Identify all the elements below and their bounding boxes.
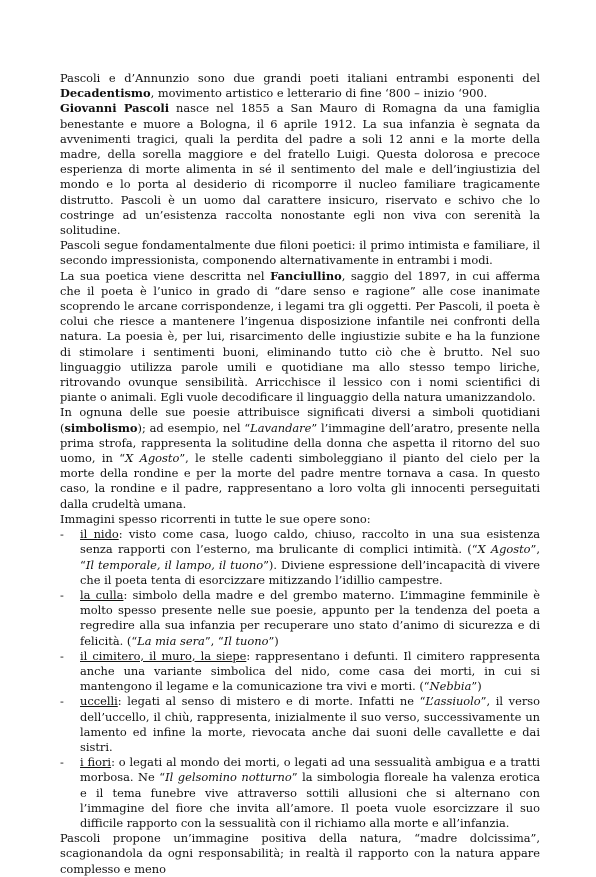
list-title: Il temporale, il lampo, il tuono: [85, 557, 264, 572]
paragraph-biography: [60, 101, 540, 238]
list-term: il nido: [80, 527, 119, 542]
list-dash: -: [60, 648, 64, 663]
symbolism-text-e: ” l’immagine dell’aratro, presente nella prima strofa, rappresenta la solitudine della donna che aspetta il ritorno del suo uomo, in “: [60, 420, 540, 466]
list-dash: -: [60, 694, 64, 709]
paragraph-intro: [60, 71, 540, 101]
biography-text: nasce nel 1855 a San Mauro di Romagna da una famiglia benestante e muore a Bologna, il 6 aprile 1912. La sua infanzia è segnata da avvenimenti tragici, quali la perdita del padre a soli 12 anni e la morte della madre, della sorella maggiore e del fratello Luigi. Questa dolorosa e precoce esperienza di morte alimenta in sé il sentimento del male e dell’ingiustizia del mondo e lo porta al desiderio di ricomporre il nucleo familiare tragicamente distrutto. Pascoli è un uomo dal carattere insicuro, riservato e schivo che lo costringe ad un’esistenza raccolta nonostante egli non viva con serenità la solitudine.: [60, 101, 540, 238]
paragraph-poetic-lines: Pascoli segue fondamentalmente due filoni poetici: il primo intimista e familiare, il secondo impressionista, componendo alternativamente in entrambi i modi.: [60, 238, 540, 268]
symbolism-text-g: ”, le stelle cadenti simboleggiano il pianto del cielo per la morte della rondine e per la morte del padre mentre tornava a casa. In questo caso, la rondine e il padre, rappresentano a loro volta gli innocenti perseguitati dalla crudeltà umana.: [60, 451, 540, 511]
poetics-text: La sua poetica viene descritta nel: [60, 268, 271, 283]
intro-text-end: , movimento artistico e letterario di fine ‘800 – inizio ‘900.: [150, 86, 488, 101]
term-fanciullino: Fanciullino: [270, 268, 342, 283]
list-text: : visto come casa, luogo caldo, chiuso, raccolto in una sua esistenza senza rapporti con l’esterno, ma brulicante di complici intimità. (“: [80, 527, 540, 557]
list-text: ”, “: [80, 542, 540, 572]
list-title: Il tuono: [223, 633, 269, 648]
list-text: : o legati al mondo dei morti, o legati ad una sessualità ambigua e a tratti morbosa. Ne “: [80, 755, 540, 785]
document-body: [60, 71, 540, 877]
list-term: la culla: [80, 587, 124, 602]
term-decadentismo: Decadentismo: [60, 86, 151, 101]
list-text: : simbolo della madre e del grembo materno. L’immagine femminile è molto spesso presente nelle sue poesie, appunto per la tendenza del poeta a regredire alla sua infanzia per recuperare uno stato d’animo di sicurezza e di felicità. (“: [80, 587, 540, 648]
list-term: i fiori: [80, 755, 112, 770]
list-text: ” la simbologia floreale ha valenza erotica e il tema funebre vive attraverso sottili allusioni che si alternano con l’immagine del fiore che invita all’amore. Il poeta vuole esorcizzare il suo difficile rapporto con la sessualità con il richiamo alla morte e all’infanzia.: [80, 770, 540, 830]
recurring-images-list: [60, 527, 540, 831]
list-text: ”): [268, 633, 279, 648]
poetics-text-end: , saggio del 1897, in cui afferma che il poeta è l’unico in grado di “dare senso e ragione” alle cose inanimate scoprendo le arcane corrispondenze, i legami tra gli oggetti. Per Pascoli, il poeta è colui che riesce a mantenere l’ingenua disposizione infantile nei confronti della natura. La poesia è, per lui, risarcimento delle ingiustizie subite e ha la funzione di stimolare i sentimenti buoni, eliminando tutto ciò che è brutto. Nel suo linguaggio utilizza parole umili e quotidiane ma allo stesso tempo liriche, ritrovando ovunque sensibilità. Arricchisce il lessico con i nomi scientifici di piante o animali. Egli vuole decodificare il linguaggio della natura umanizzandolo.: [60, 268, 540, 405]
list-title: X Agosto: [477, 542, 531, 557]
list-dash: -: [60, 755, 64, 770]
paragraph-nature: Pascoli propone un’immagine positiva della natura, “madre dolcissima”, scagionandola da ogni responsabilità; in realtà il rapporto con la natura appare complesso e meno: [60, 831, 540, 876]
list-dash: -: [60, 587, 64, 602]
list-text: ”): [471, 679, 482, 694]
list-title: Il gelsomino notturno: [165, 770, 292, 785]
paragraph-symbolism: [60, 405, 540, 511]
list-item-uccelli: [60, 694, 540, 755]
list-text: : legati al senso di mistero e di morte. Infatti ne “: [117, 694, 426, 709]
list-title: L’assiuolo: [425, 694, 481, 709]
list-term: uccelli: [80, 694, 118, 709]
term-simbolismo: simbolismo: [64, 420, 138, 435]
symbolism-text-c: ); ad esempio, nel “: [137, 420, 251, 435]
title-lavandare: Lavandare: [250, 420, 312, 435]
list-title: Nebbia: [429, 679, 472, 694]
list-text: : rappresentano i defunti. Il cimitero rappresenta anche una variante simbolica del nido, come casa dei morti, in cui si mantengono il legame e la comunicazione tra vivi e morti. (“: [80, 648, 540, 694]
intro-text: Pascoli e d’Annunzio sono due grandi poeti italiani entrambi esponenti del: [60, 71, 540, 85]
list-title: La mia sera: [137, 633, 205, 648]
list-item-culla: [60, 588, 540, 649]
list-item-cimitero: [60, 649, 540, 695]
list-text: ”, “: [204, 633, 224, 648]
title-x-agosto: X Agosto: [125, 451, 180, 466]
list-term: il cimitero, il muro, la siepe: [80, 648, 247, 663]
list-item-fiori: [60, 755, 540, 831]
symbolism-text-a: In ognuna delle sue poesie attribuisce significati diversi a simboli quotidiani (: [60, 405, 540, 435]
list-text: ”, il verso dell’uccello, il chiù, rappresenta, inizialmente il suo verso, successivamente un lamento ed infine la morte, rievocata anche dai suoni delle cavallette e dai sistri.: [80, 694, 540, 754]
paragraph-list-intro: Immagini spesso ricorrenti in tutte le sue opere sono:: [60, 511, 371, 526]
list-dash: -: [60, 527, 64, 542]
list-text: ”). Diviene espressione dell’incapacità di vivere che il poeta tenta di esorcizzare mitizzando l’idillio campestre.: [80, 557, 540, 587]
name-giovanni-pascoli: Giovanni Pascoli: [60, 101, 170, 116]
paragraph-poetics: [60, 269, 540, 406]
list-item-nido: [60, 527, 540, 588]
